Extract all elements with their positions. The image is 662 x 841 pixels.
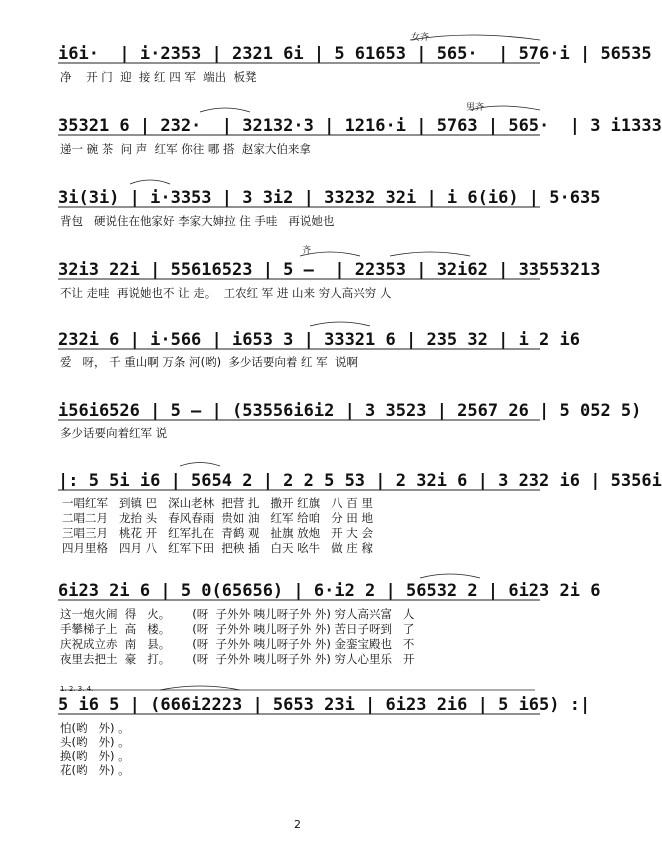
lyrics-row-1: 净 开 门 迎 接 红 四 军 端出 板凳 [60, 70, 257, 84]
notation-row-2: 35321 6 | 232· | 32132·3 | 1216·i | 5763 | 565· | 3 i1333 [58, 116, 662, 136]
volta-mark: 1. 2. 3. 4. [60, 685, 94, 693]
lyrics-row-9-verse-1: 怕(哟 外) 。 [60, 721, 130, 735]
page-number: 2 [294, 818, 301, 831]
notation-row-9: 5 i6 5 | (666i2223 | 5653 23i | 6i23 2i6 | 5 i65) :| [58, 695, 591, 715]
lyrics-row-4: 不让 走哇 再说她也不 让 走。 工农红 军 进 山来 穷人高兴穷 人 [60, 286, 392, 300]
notation-row-5: 232i 6 | i·566 | i653 3 | 33321 6 | 235 32 | i 2 i6 [58, 330, 580, 350]
lyrics-row-3: 背包 硬说住在他家好 李家大婶拉 住 手哇 再说她也 [60, 214, 335, 228]
lyrics-row-9-verse-4: 花(哟 外) 。 [60, 763, 130, 777]
lyrics-row-7-verse-4: 四月里格 四月 八 红军下田 把秧 插 白天 吆牛 做 庄 稼 [62, 541, 373, 555]
notation-row-7: |: 5 5i i6 | 5654 2 | 2 2 5 53 | 2 32i 6 | 3 232 i6 | 5356i [58, 471, 662, 491]
lyrics-row-9-verse-3: 换(哟 外) 。 [60, 749, 130, 763]
lyrics-row-7-verse-3: 三唱三月 桃花 开 红军扎在 青鹤 观 扯旗 放炮 开 大 会 [62, 526, 373, 540]
annotation-qi: 齐 [302, 246, 312, 256]
lyrics-row-8-verse-4: 夜里去把土 豪 打。 (呀 子外外 咦儿呀子外 外) 穷人心里乐 开 [60, 652, 415, 666]
notation-row-1: i6i· | i·2353 | 2321 6i | 5 61653 | 565· | 576·i | 56535 [58, 44, 652, 64]
lyrics-row-9-verse-2: 头(哟 外) 。 [60, 735, 130, 749]
lyrics-row-2: 递一 碗 茶 问 声 红军 你往 哪 搭 赵家大伯来拿 [60, 142, 311, 156]
lyrics-row-8-verse-3: 庆祝成立赤 南 县。 (呀 子外外 咦儿呀子外 外) 金銮宝殿也 不 [60, 637, 415, 651]
notation-row-4: 32i3 22i | 55616523 | 5 – | 22353 | 32i62 | 33553213 [58, 260, 601, 280]
lyrics-row-7-verse-1: 一唱红军 到镇 巴 深山老林 把营 扎 撒开 红旗 八 百 里 [62, 496, 373, 510]
notation-row-6: i56i6526 | 5 – | (53556i6i2 | 3 3523 | 2567 26 | 5 052 5) [58, 401, 642, 421]
lyrics-row-7-verse-2: 二唱二月 龙抬 头 春风春雨 贵如 油 红军 给咱 分 田 地 [62, 511, 373, 525]
lyrics-row-6: 多少话要向着红军 说 [60, 426, 168, 440]
lyrics-row-8-verse-1: 这一炮火闹 得 火。 (呀 子外外 咦儿呀子外 外) 穷人高兴富 人 [60, 607, 415, 621]
lyrics-row-8-verse-2: 手攀梯子上 高 楼。 (呀 子外外 咦儿呀子外 外) 苦日子呀到 了 [60, 622, 415, 636]
annotation-nvqi: 女齐 [411, 33, 430, 43]
notation-row-3: 3i(3i) | i·3353 | 3 3i2 | 33232 32i | i 6(i6) | 5·635 [58, 188, 601, 208]
annotation-nanqi: 男齐 [466, 103, 485, 113]
lyrics-row-5: 爱 呀， 千 重山啊 万条 河(哟) 多少话要向着 红 军 说啊 [60, 355, 358, 369]
notation-row-8: 6i23 2i 6 | 5 0(65656) | 6·i2 2 | 56532 2 | 6i23 2i 6 [58, 581, 601, 601]
